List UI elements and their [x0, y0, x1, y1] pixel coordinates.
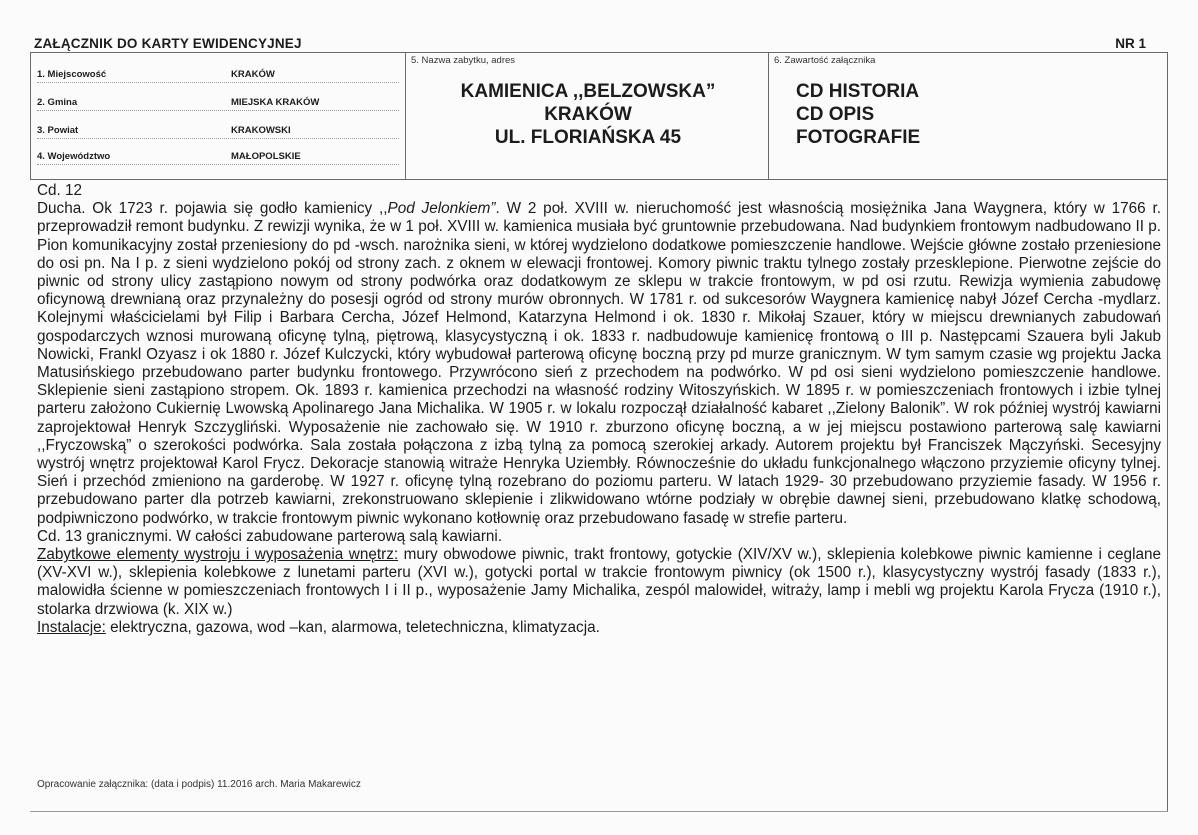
field-row: [37, 146, 399, 165]
frame-edge: [30, 811, 1168, 812]
elements-paragraph: [37, 546, 1161, 619]
field-label: 2. Gmina: [37, 97, 78, 108]
field-value: MIEJSKA KRAKÓW: [231, 97, 320, 108]
field-label: 3. Powiat: [37, 125, 79, 136]
document-title: ZAŁĄCZNIK DO KARTY EWIDENCYJNEJ: [34, 36, 302, 51]
field-label: 1. Miejscowość: [37, 69, 107, 80]
field-label: 4. Województwo: [37, 151, 111, 162]
form-header-box: [30, 52, 1168, 180]
monument-name: KAMIENICA ,,BELZOWSKA”: [460, 81, 716, 102]
attachment-line: FOTOGRAFIE: [796, 127, 921, 148]
document-body: [37, 182, 1161, 637]
emblem-name: Pod Jelonkiem”: [387, 200, 496, 218]
field-value: MAŁOPOLSKIE: [231, 151, 301, 162]
frame-edge: [1167, 52, 1168, 812]
attachment-label: 6. Zawartość załącznika: [774, 55, 876, 66]
document-number: NR 1: [1115, 36, 1146, 51]
history-text: . W 2 poł. XVIII w. nieruchomość jest własnością mosiężnika Jana Waygnera, który w 1766 r. przeprowadził remont budynku. Z rewizji wynika, że w 1 poł. XVIII w. kamienica musiała być gruntownie przebudowana. Nad budynkiem frontowym nadbudowano II p. Pion komunikacyjny został przeniesiony do pd -wsch. narożnika sieni, w której wydzielono dodatkowe pomieszczenie handlowe. Wejście główne zostało przeniesione do osi pn. Na I p. z sieni wydzielono pokój od strony zach. z oknem w elewacji frontowej. Komory piwnic traktu tylnego zostały przesklepione. Pierwotne zejście do piwnic od strony ulicy zastąpiono nowym od strony podwórka oraz dodatkowym ze sklepu w trakcie frontowym, w pd osi rzutu. Rewizja wymienia zabudowę oficynową drewnianą oraz przynależny do posesji ogród od strony murów obronnych. W 1781 r. od sukcesorów Waygnera kamienicę nabył Józef Cercha -mydlarz. Kolejnymi właścicielami był Filip i Barbara Cercha, Józef Helmond, Katarzyna Helmond i ok. 1830 r. Mikołaj Szauer, który w miejscu drewnianych zabudowań gospodarczych wznosi murowaną oficynę tylną, piętrową, klasycystyczną i ok. 1833 r. nadbudowuje kamienicę frontową o III p. Następcami Szauera byli Jakub Nowicki, Frankl Ozyasz i ok 1880 r. Józef Kulczycki, który wybudował parterową oficynę boczną przy pd murze granicznym. W tym samym czasie wg projektu Jacka Matusińskiego przebudowano parter budynku frontowego. Przywrócono sień z przechodem na podwórko. W pd osi sieni wydzielono pomieszczenie handlowe. Sklepienie sieni zastąpiono stropem. Ok. 1893 r. kamienica przechodzi na własność rodziny Witoszyńskich. W 1895 r. w pomieszczeniach frontowych i izbie tylnej parteru założono Cukiernię Lwowską Apolinarego Jana Michalika. W 1905 r. w lokalu rozpoczął działalność kabaret ,,Zielony Balonik”. W rok później wystrój kawiarni zaprojektował Henryk Szczygliński. Wyposażenie nie zachowało się. W 1910 r. zburzono oficynę boczną, a w jej miejscu postawiono parterową salę kawiarni ,,Fryczowską” o szerokości podwórka. Sala została połączona z izbą tylną za pomocą szerokiej arkady. Autorem projektu był Franciszek Mączyński. Secesyjny wystrój wnętrz projektował Karol Frycz. Dekoracje stanowią witraże Henryka Uziembły. Równocześnie do układu funkcjonalnego włączono przyziemie oficyny tylnej. Sień i przechód zmieniono na garderobę. W 1927 r. oficynę tylną rozebrano do poziomu parteru. W latach 1929- 30 przebudowano przyziemie fasady. W 1956 r. przebudowano parter dla potrzeb kawiarni, zrekonstruowano sklepienie i zlikwidowano wtórne podziały w obrębie dawnej sieni, przebudowano klatkę schodową, podpiwniczono podwórko, w trakcie frontowym piwnic wykonano kotłownię oraz przebudowano fasadę w strefie parteru.: [37, 200, 1162, 527]
continuation-paragraph: Cd. 13 granicznymi. W całości zabudowane parterową salą kawiarni.: [37, 527, 503, 545]
field-value: KRAKOWSKI: [231, 125, 291, 136]
monument-block: [405, 80, 771, 149]
field-row: [37, 92, 399, 111]
monument-address: UL. FLORIAŃSKA 45: [494, 127, 682, 148]
attachment-line: CD OPIS: [796, 104, 875, 125]
column-divider: [768, 52, 769, 179]
elements-text: mury obwodowe piwnic, trakt frontowy, gotyckie (XIV/XV w.), sklepienia kolebkowe piwnic kamienne i ceglane (XV-XVI w.), sklepienia kolebkowe z lunetami parteru (XVI w.), gotycki portal w trakcie frontowym piwnicy (ok 1500 r.), klasycystyczny wystrój fasady (1833 r.), malowidła ścienne w pomieszczeniach frontowych I i II p., wyposażenie Jamy Michalika, zespól malowideł, witraży, lamp i mebli wg projektu Karola Frycza (1910 r.), stolarka drzwiowa (k. XIX w.): [37, 546, 1161, 618]
attachment-contents: [796, 80, 1096, 149]
monument-city: KRAKÓW: [544, 104, 632, 125]
field-row: [37, 120, 399, 139]
location-fields: [31, 52, 405, 179]
field-row: [37, 64, 399, 83]
elements-heading: Zabytkowe elementy wystroju i wyposażenia wnętrz:: [37, 546, 399, 564]
monument-label: 5. Nazwa zabytku, adres: [411, 55, 516, 66]
installations-text: elektryczna, gazowa, wod –kan, alarmowa, teletechniczna, klimatyzacja.: [105, 618, 600, 636]
installations-paragraph: [37, 619, 1161, 637]
attachment-line: CD HISTORIA: [796, 81, 920, 102]
history-text: Ducha. Ok 1723 r. pojawia się godło kamienicy ,,: [37, 200, 388, 218]
field-value: KRAKÓW: [231, 69, 275, 80]
history-paragraph: [37, 200, 1161, 528]
installations-heading: Instalacje:: [37, 618, 106, 636]
continuation-marker: Cd. 12: [37, 182, 83, 199]
prepared-by-footer: Opracowanie załącznika: (data i podpis) 11.2016 arch. Maria Makarewicz: [37, 779, 361, 790]
